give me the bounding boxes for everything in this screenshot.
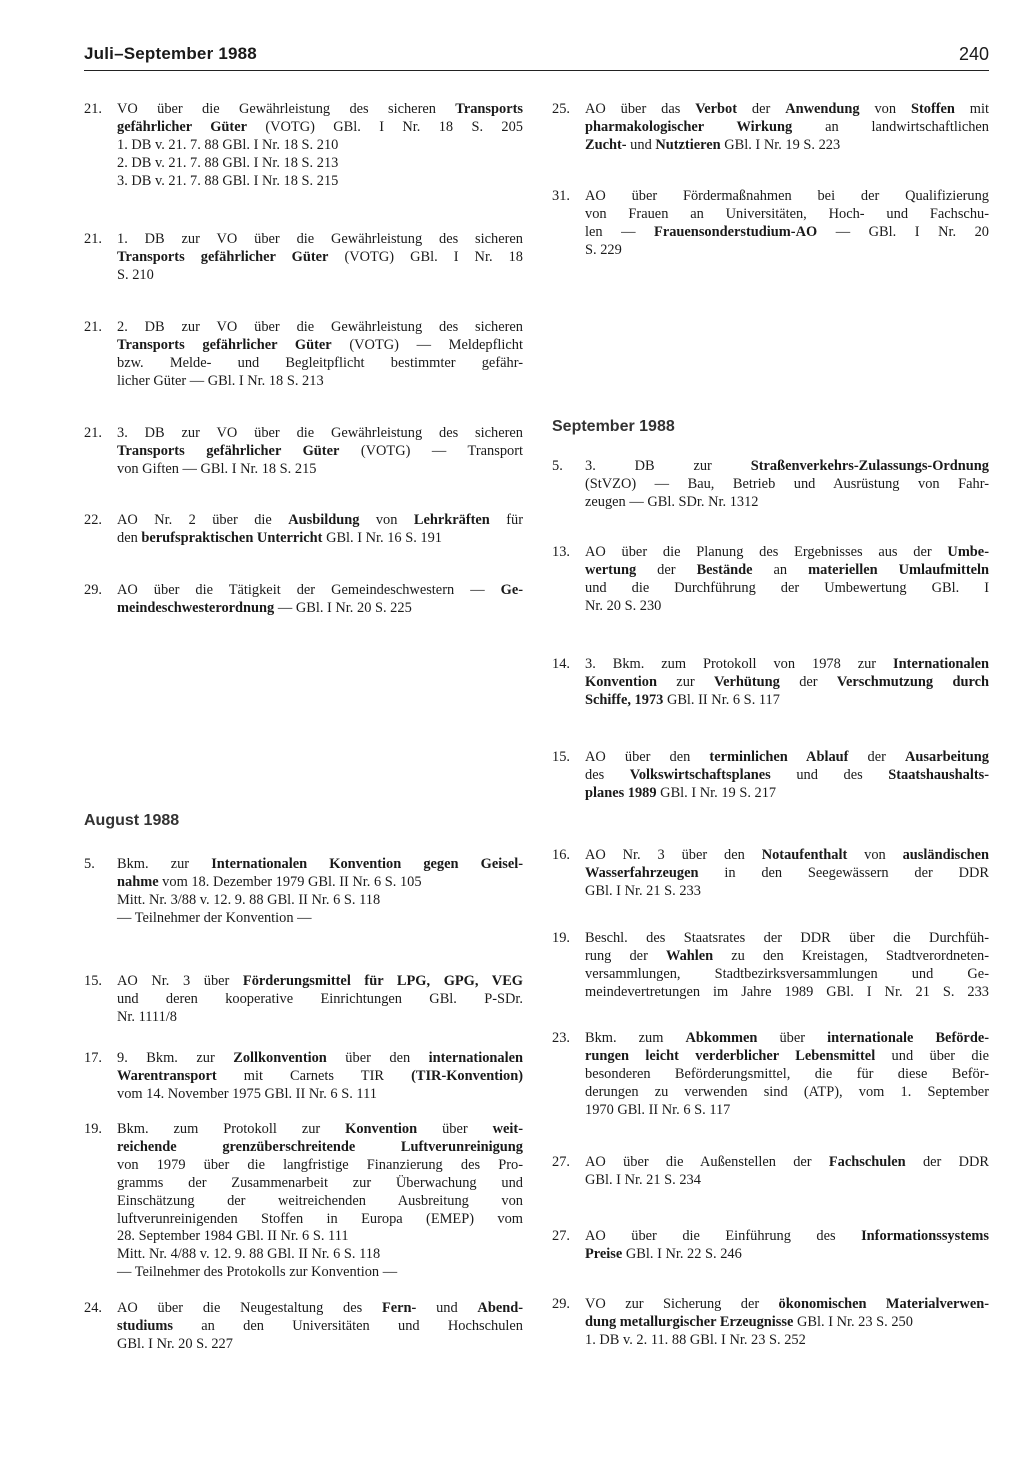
entry-line: 28. September 1984 GBl. II Nr. 6 S. 111 bbox=[117, 1228, 349, 1245]
entry-line: AO Nr. 3 über Förderungsmittel für LPG, GPG, VEG bbox=[117, 973, 523, 989]
entry-date: 16. bbox=[552, 847, 570, 863]
entry-line: von Frauen an Universitäten, Hoch- und Fachschu- bbox=[585, 205, 989, 222]
entry-line: GBl. I Nr. 21 S. 234 bbox=[585, 1171, 701, 1188]
list-item bbox=[552, 1154, 989, 1190]
entry-date: 13. bbox=[552, 544, 570, 560]
entry-line: gefährlicher Güter (VOTG) GBl. I Nr. 18 S. 205 bbox=[117, 118, 523, 135]
entry-date: 29. bbox=[84, 582, 102, 598]
list-item bbox=[552, 749, 990, 803]
entry-line: dung metallurgischer Erzeugnisse GBl. I Nr. 23 S. 250 bbox=[585, 1313, 913, 1330]
list-item bbox=[84, 1121, 523, 1282]
entry-line: AO über die Tätigkeit der Gemeindeschwestern — Ge- bbox=[117, 582, 523, 598]
entry-line: 1. DB zur VO über die Gewährleistung des sicheren bbox=[117, 231, 523, 247]
entry-line: des Volkswirtschaftsplanes und des Staatshaushalts- bbox=[585, 766, 990, 783]
entry-line: Transports gefährlicher Güter (VOTG) — Meldepflicht bbox=[117, 336, 523, 353]
entry-line: S. 210 bbox=[117, 266, 154, 283]
entry-line: studiums an den Universitäten und Hochschulen bbox=[117, 1317, 523, 1334]
list-item bbox=[552, 847, 989, 901]
entry-line: rung der Wahlen zu den Kreistagen, Stadtverordneten- bbox=[585, 947, 990, 964]
entry-line: Zucht- und Nutztieren GBl. I Nr. 19 S. 223 bbox=[585, 136, 841, 153]
entry-line: GBl. I Nr. 20 S. 227 bbox=[117, 1335, 233, 1352]
entry-line: planes 1989 GBl. I Nr. 19 S. 217 bbox=[585, 784, 777, 801]
entry-line: licher Güter — GBl. I Nr. 18 S. 213 bbox=[117, 372, 324, 389]
entry-line: AO Nr. 2 über die Ausbildung von Lehrkräften für bbox=[117, 512, 523, 528]
entry-date: 14. bbox=[552, 656, 570, 672]
entry-date: 27. bbox=[552, 1154, 570, 1170]
entry-date: 5. bbox=[84, 856, 95, 872]
entry-line: 1. DB v. 21. 7. 88 GBl. I Nr. 18 S. 210 bbox=[117, 136, 339, 153]
entry-line: Nr. 20 S. 230 bbox=[585, 597, 662, 614]
list-item bbox=[84, 231, 523, 285]
entry-line: Konvention zur Verhütung der Verschmutzung durch bbox=[585, 673, 989, 690]
section-title-september: September 1988 bbox=[552, 418, 675, 435]
entry-line: 2. DB zur VO über die Gewährleistung des sicheren bbox=[117, 319, 523, 335]
running-head: Juli–September 1988 bbox=[84, 44, 257, 63]
entry-line: gramms der Zusammenarbeit zur Überwachung und bbox=[117, 1174, 523, 1191]
list-item bbox=[84, 1050, 523, 1104]
entry-line: (StVZO) — Bau, Betrieb und Ausrüstung von Fahr- bbox=[585, 475, 989, 492]
list-item bbox=[552, 930, 990, 1002]
entry-line: 2. DB v. 21. 7. 88 GBl. I Nr. 18 S. 213 bbox=[117, 154, 339, 171]
list-item bbox=[552, 101, 989, 155]
entry-line: Preise GBl. I Nr. 22 S. 246 bbox=[585, 1245, 742, 1262]
entry-line: AO über Fördermaßnahmen bei der Qualifizierung bbox=[585, 188, 989, 204]
entry-line: derungen zu verwenden sind (ATP), vom 1. September bbox=[585, 1083, 989, 1100]
entry-date: 23. bbox=[552, 1030, 570, 1046]
entry-line: AO über das Verbot der Anwendung von Stoffen mit bbox=[585, 101, 989, 117]
entry-line: nahme vom 18. Dezember 1979 GBl. II Nr. 6 S. 105 bbox=[117, 873, 422, 890]
entry-line: S. 229 bbox=[585, 241, 622, 258]
section-title-august: August 1988 bbox=[84, 812, 180, 829]
entry-date: 19. bbox=[84, 1121, 102, 1137]
entry-line: VO zur Sicherung der ökonomischen Materialverwen- bbox=[585, 1296, 990, 1312]
entry-line: Bkm. zum Abkommen über internationale Beförde- bbox=[585, 1030, 989, 1046]
list-item bbox=[84, 101, 523, 191]
list-item bbox=[552, 656, 989, 710]
entry-date: 21. bbox=[84, 425, 102, 441]
list-item bbox=[552, 1228, 989, 1264]
entry-line: 3. DB v. 21. 7. 88 GBl. I Nr. 18 S. 215 bbox=[117, 172, 339, 189]
entry-line: meindeschwesterordnung — GBl. I Nr. 20 S. 225 bbox=[117, 599, 412, 616]
entry-line: Bkm. zur Internationalen Konvention gegen Geisel- bbox=[117, 856, 523, 872]
list-item bbox=[84, 1300, 524, 1354]
entry-line: 3. DB zur VO über die Gewährleistung des sicheren bbox=[117, 425, 523, 441]
page-header bbox=[84, 40, 989, 71]
entry-line: den berufspraktischen Unterricht GBl. I Nr. 16 S. 191 bbox=[117, 529, 442, 546]
list-item bbox=[84, 319, 523, 391]
entry-date: 29. bbox=[552, 1296, 570, 1312]
entry-line: AO über die Planung des Ergebnisses aus der Umbe- bbox=[585, 544, 989, 560]
entry-line: Transports gefährlicher Güter (VOTG) — Transport bbox=[117, 442, 523, 459]
entry-line: Wasserfahrzeugen in den Seegewässern der DDR bbox=[585, 864, 989, 881]
entry-line: und deren kooperative Einrichtungen GBl. P-SDr. bbox=[117, 990, 523, 1007]
entry-line: 3. DB zur Straßenverkehrs-Zulassungs-Ordnung bbox=[585, 458, 989, 474]
entry-line: 3. Bkm. zum Protokoll von 1978 zur Internationalen bbox=[585, 656, 989, 672]
entry-line: 1970 GBl. II Nr. 6 S. 117 bbox=[585, 1101, 731, 1118]
entry-date: 5. bbox=[552, 458, 563, 474]
entry-line: reichende grenzüberschreitende Luftverunreinigung bbox=[117, 1138, 523, 1155]
list-item bbox=[84, 856, 523, 928]
entry-line: AO über den terminlichen Ablauf der Ausarbeitung bbox=[585, 749, 989, 765]
list-item bbox=[84, 973, 523, 1027]
entry-line: — Teilnehmer der Konvention — bbox=[117, 909, 312, 926]
list-item bbox=[552, 1296, 990, 1350]
entry-date: 21. bbox=[84, 231, 102, 247]
entry-line: — Teilnehmer des Protokolls zur Konvention — bbox=[117, 1264, 398, 1281]
entry-date: 22. bbox=[84, 512, 102, 528]
entry-line: bzw. Melde- und Begleitpflicht bestimmter gefähr- bbox=[117, 354, 523, 371]
entry-line: AO Nr. 3 über den Notaufenthalt von ausländischen bbox=[585, 847, 989, 863]
entry-line: AO über die Einführung des Informationssystems bbox=[585, 1228, 989, 1244]
entry-line: Nr. 1111/8 bbox=[117, 1008, 177, 1025]
entry-line: 1. DB v. 2. 11. 88 GBl. I Nr. 23 S. 252 bbox=[585, 1331, 806, 1348]
list-item bbox=[84, 425, 523, 479]
list-item bbox=[552, 544, 989, 616]
entry-line: Warentransport mit Carnets TIR (TIR-Konvention) bbox=[117, 1067, 523, 1084]
entry-line: Mitt. Nr. 4/88 v. 12. 9. 88 GBl. II Nr. 6 S. 118 bbox=[117, 1246, 381, 1263]
entry-line: Bkm. zum Protokoll zur Konvention über weit- bbox=[117, 1121, 523, 1137]
entry-line: vom 14. November 1975 GBl. II Nr. 6 S. 111 bbox=[117, 1085, 377, 1102]
entry-line: Beschl. des Staatsrates der DDR über die Durchfüh- bbox=[585, 930, 989, 946]
entry-line: Transports gefährlicher Güter (VOTG) GBl. I Nr. 18 bbox=[117, 248, 523, 265]
entry-line: meindevertretungen im Jahre 1989 GBl. I Nr. 21 S. 233 bbox=[585, 983, 989, 1000]
entry-date: 15. bbox=[552, 749, 570, 765]
entry-line: von 1979 über die langfristige Finanzierung des Pro- bbox=[117, 1156, 523, 1173]
entry-line: wertung der Bestände an materiellen Umlaufmitteln bbox=[585, 561, 989, 578]
entry-date: 25. bbox=[552, 101, 570, 117]
entry-date: 15. bbox=[84, 973, 102, 989]
entry-date: 21. bbox=[84, 101, 102, 117]
entry-line: Schiffe, 1973 GBl. II Nr. 6 S. 117 bbox=[585, 691, 780, 708]
entry-date: 19. bbox=[552, 930, 570, 946]
entry-line: Einschätzung der weitreichenden Ausbreitung von bbox=[117, 1192, 523, 1209]
list-item bbox=[552, 188, 989, 260]
list-item bbox=[84, 582, 523, 618]
entry-line: Mitt. Nr. 3/88 v. 12. 9. 88 GBl. II Nr. 6 S. 118 bbox=[117, 891, 381, 908]
entry-line: len — Frauensonderstudium-AO — GBl. I Nr. 20 bbox=[585, 223, 989, 240]
entry-line: versammlungen, Stadtbezirksversammlungen und Ge- bbox=[585, 965, 989, 982]
entry-line: besonderen Beförderungsmittel, die für diese Beför- bbox=[585, 1065, 989, 1082]
entry-line: pharmakologischer Wirkung an landwirtschaftlichen bbox=[585, 118, 989, 135]
entry-line: VO über die Gewährleistung des sicheren Transports bbox=[117, 101, 523, 117]
list-item bbox=[84, 512, 523, 548]
entry-line: AO über die Außenstellen der Fachschulen der DDR bbox=[585, 1154, 989, 1170]
list-item bbox=[552, 458, 989, 512]
entry-date: 17. bbox=[84, 1050, 102, 1066]
entry-line: AO über die Neugestaltung des Fern- und Abend- bbox=[117, 1300, 524, 1316]
entry-line: zeugen — GBl. SDr. Nr. 1312 bbox=[585, 493, 759, 510]
entry-line: und die Durchführung der Umbewertung GBl. I bbox=[585, 579, 989, 596]
page-number: 240 bbox=[958, 44, 989, 64]
entry-line: von Giften — GBl. I Nr. 18 S. 215 bbox=[117, 460, 317, 477]
entry-date: 21. bbox=[84, 319, 102, 335]
entry-line: 9. Bkm. zur Zollkonvention über den internationalen bbox=[117, 1050, 523, 1066]
entry-date: 27. bbox=[552, 1228, 570, 1244]
entry-date: 31. bbox=[552, 188, 570, 204]
entry-line: GBl. I Nr. 21 S. 233 bbox=[585, 882, 701, 899]
entry-date: 24. bbox=[84, 1300, 102, 1316]
list-item bbox=[552, 1030, 989, 1120]
entry-line: rungen leicht verderblicher Lebensmittel und über die bbox=[585, 1047, 989, 1064]
entry-line: luftverunreinigenden Stoffen in Europa (EMEP) vom bbox=[117, 1210, 523, 1227]
